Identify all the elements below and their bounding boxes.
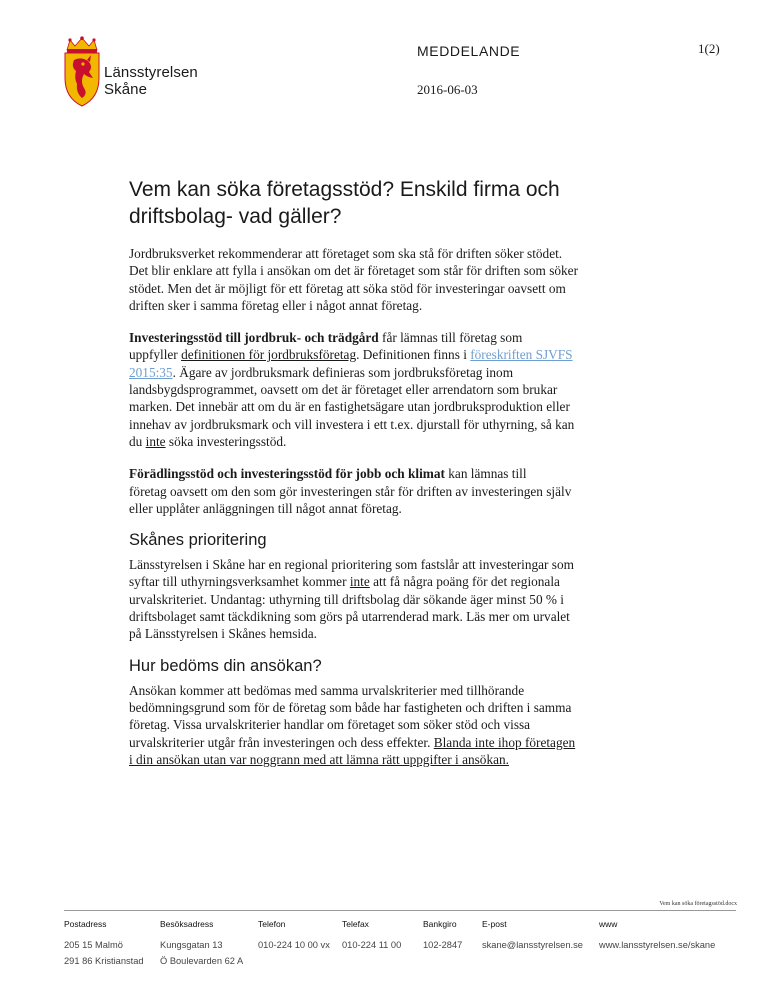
footer-label: Bankgiro: [423, 919, 457, 929]
document-type: MEDDELANDE: [417, 43, 521, 59]
intro-line-1: Jordbruksverket rekommenderar att företaget som ska stå för driften söker stödet.: [129, 246, 563, 261]
sjvfs-link-text-1: föreskriften SJVFS: [470, 347, 573, 363]
skane-coat-of-arms-icon: [62, 36, 102, 108]
text: eller upplåter anläggningen till något annat företag.: [129, 500, 402, 516]
footer-label: Postadress: [64, 919, 107, 929]
intro-line-2: Det blir enklare att fylla i ansökan om det är företaget som står för driften som söker: [129, 263, 578, 279]
paragraph-investeringsstod: [129, 329, 649, 450]
text: syftar till uthyrningsverksamhet kommer: [129, 574, 350, 590]
sjvfs-link-text-2: 2015:35: [129, 364, 173, 380]
text: kan lämnas till: [444, 466, 527, 482]
investeringsstod-heading: Investeringsstöd till jordbruk- och trädgård: [129, 330, 379, 346]
footer-label: E-post: [482, 919, 507, 929]
footer-filename: Vem kan söka företagsstöd.docx: [659, 901, 737, 907]
footer-value: Ö Boulevarden 62 A: [160, 956, 244, 966]
text: företag. Vissa urvalskriterier handlar om företaget som söker stöd och vissa: [129, 717, 531, 733]
text: Ansökan kommer att bedömas med samma urvalskriterier med tillhörande: [129, 682, 525, 698]
footer-www: [599, 919, 715, 953]
title-line-1: Vem kan söka företagsstöd? Enskild firma och: [129, 178, 560, 201]
footer-value: 102-2847: [423, 940, 463, 950]
document-body: [129, 176, 649, 783]
paragraph-prioritering: [129, 556, 649, 642]
emphasis-inte: inte: [145, 433, 166, 449]
text: marken. Det innebär att om du är en fastighetsägare utan jordbruksproduktion eller: [129, 399, 570, 415]
footer-label: www: [599, 919, 618, 929]
logo-line-2: Skåne: [104, 81, 148, 98]
paragraph-intro: [129, 245, 649, 314]
section-heading-bedomning: Hur bedöms din ansökan?: [129, 656, 322, 675]
logo-text: [104, 64, 198, 98]
logo: [62, 36, 242, 108]
intro-line-3: stödet. Men det är möjligt för ett företag att söka stöd för investeringar oavsett om: [129, 280, 566, 296]
text: att få några poäng för det regionala: [369, 574, 560, 590]
intro-line-4: driften sker i samma företag eller i något annat företag.: [129, 297, 423, 313]
paragraph-bedomning: [129, 682, 649, 768]
text: landsbygdsprogrammet, oavsett om det är företaget eller arrendatorn som brukar: [129, 382, 558, 398]
footer-label: Besöksadress: [160, 919, 214, 929]
page-number: 1(2): [698, 41, 720, 56]
footer-value: 010-224 10 00 vx: [258, 940, 330, 950]
text: urvalskriteriet. Undantag: uthyrning till driftsbolag där sökande äger minst 50 % i: [129, 591, 565, 607]
section-heading-prioritering: Skånes prioritering: [129, 531, 267, 550]
footer-email[interactable]: skane@lansstyrelsen.se: [482, 940, 583, 950]
footer-telefax: [342, 919, 401, 953]
text: söka investeringsstöd.: [165, 433, 287, 449]
text: . Ägare av jordbruksmark definieras som jordbruksföretag inom: [172, 364, 514, 380]
warning-underlined: Blanda inte ihop företagen: [433, 734, 576, 750]
text: urvalskriterier utgår från investeringen och dess effekter.: [129, 734, 434, 750]
text: . Definitionen finns i: [356, 347, 471, 363]
footer-epost: [482, 919, 583, 953]
footer-postadress: [64, 919, 144, 969]
footer-telefon: [258, 919, 330, 953]
text: företag oavsett om den som gör investeringen står för driften av investeringen själv: [129, 483, 572, 499]
text: på Länsstyrelsen i Skånes hemsida.: [129, 626, 317, 642]
warning-underlined-2: i din ansökan utan var noggrann med att lämna rätt uppgifter i ansökan.: [129, 751, 509, 767]
footer-website-link[interactable]: www.lansstyrelsen.se/skane: [599, 940, 716, 950]
footer-value: Kungsgatan 13: [160, 940, 223, 950]
text: du: [129, 433, 146, 449]
page-title: [129, 176, 649, 230]
text: innehav av jordbruksmark och vill investera i ett t.ex. djurstall för uthyrning, så kan: [129, 416, 575, 432]
text: uppfyller: [129, 347, 182, 363]
footer-label: Telefon: [258, 919, 286, 929]
logo-line-1: Länsstyrelsen: [104, 64, 198, 81]
emphasis-inte: inte: [349, 574, 370, 590]
footer-value: 205 15 Malmö: [64, 940, 123, 950]
document-date: 2016-06-03: [417, 82, 478, 97]
text: bedömningsgrund som för de företag som både har fastigheten och driften i samma: [129, 699, 572, 715]
foradlingsstod-heading: Förädlingsstöd och investeringsstöd för jobb och klimat: [129, 466, 445, 482]
footer-label: Telefax: [342, 919, 369, 929]
paragraph-foradlingsstod: [129, 465, 649, 517]
footer-value: 291 86 Kristianstad: [64, 956, 144, 966]
footer-bankgiro: [423, 919, 462, 953]
footer-besoksadress: [160, 919, 243, 969]
footer-value: 010-224 11 00: [342, 940, 402, 950]
title-line-2: driftsbolag- vad gäller?: [129, 205, 342, 228]
footer-divider: [64, 910, 736, 911]
text: Länsstyrelsen i Skåne har en regional prioritering som fastslår att investeringar som: [129, 557, 574, 573]
text: driftsbolaget samt täckdikning som görs på utarrenderad mark. Läs mer om urvalet: [129, 609, 570, 625]
text: får lämnas till företag som: [378, 330, 523, 346]
definition-link[interactable]: definitionen för jordbruksföretag: [181, 347, 357, 363]
